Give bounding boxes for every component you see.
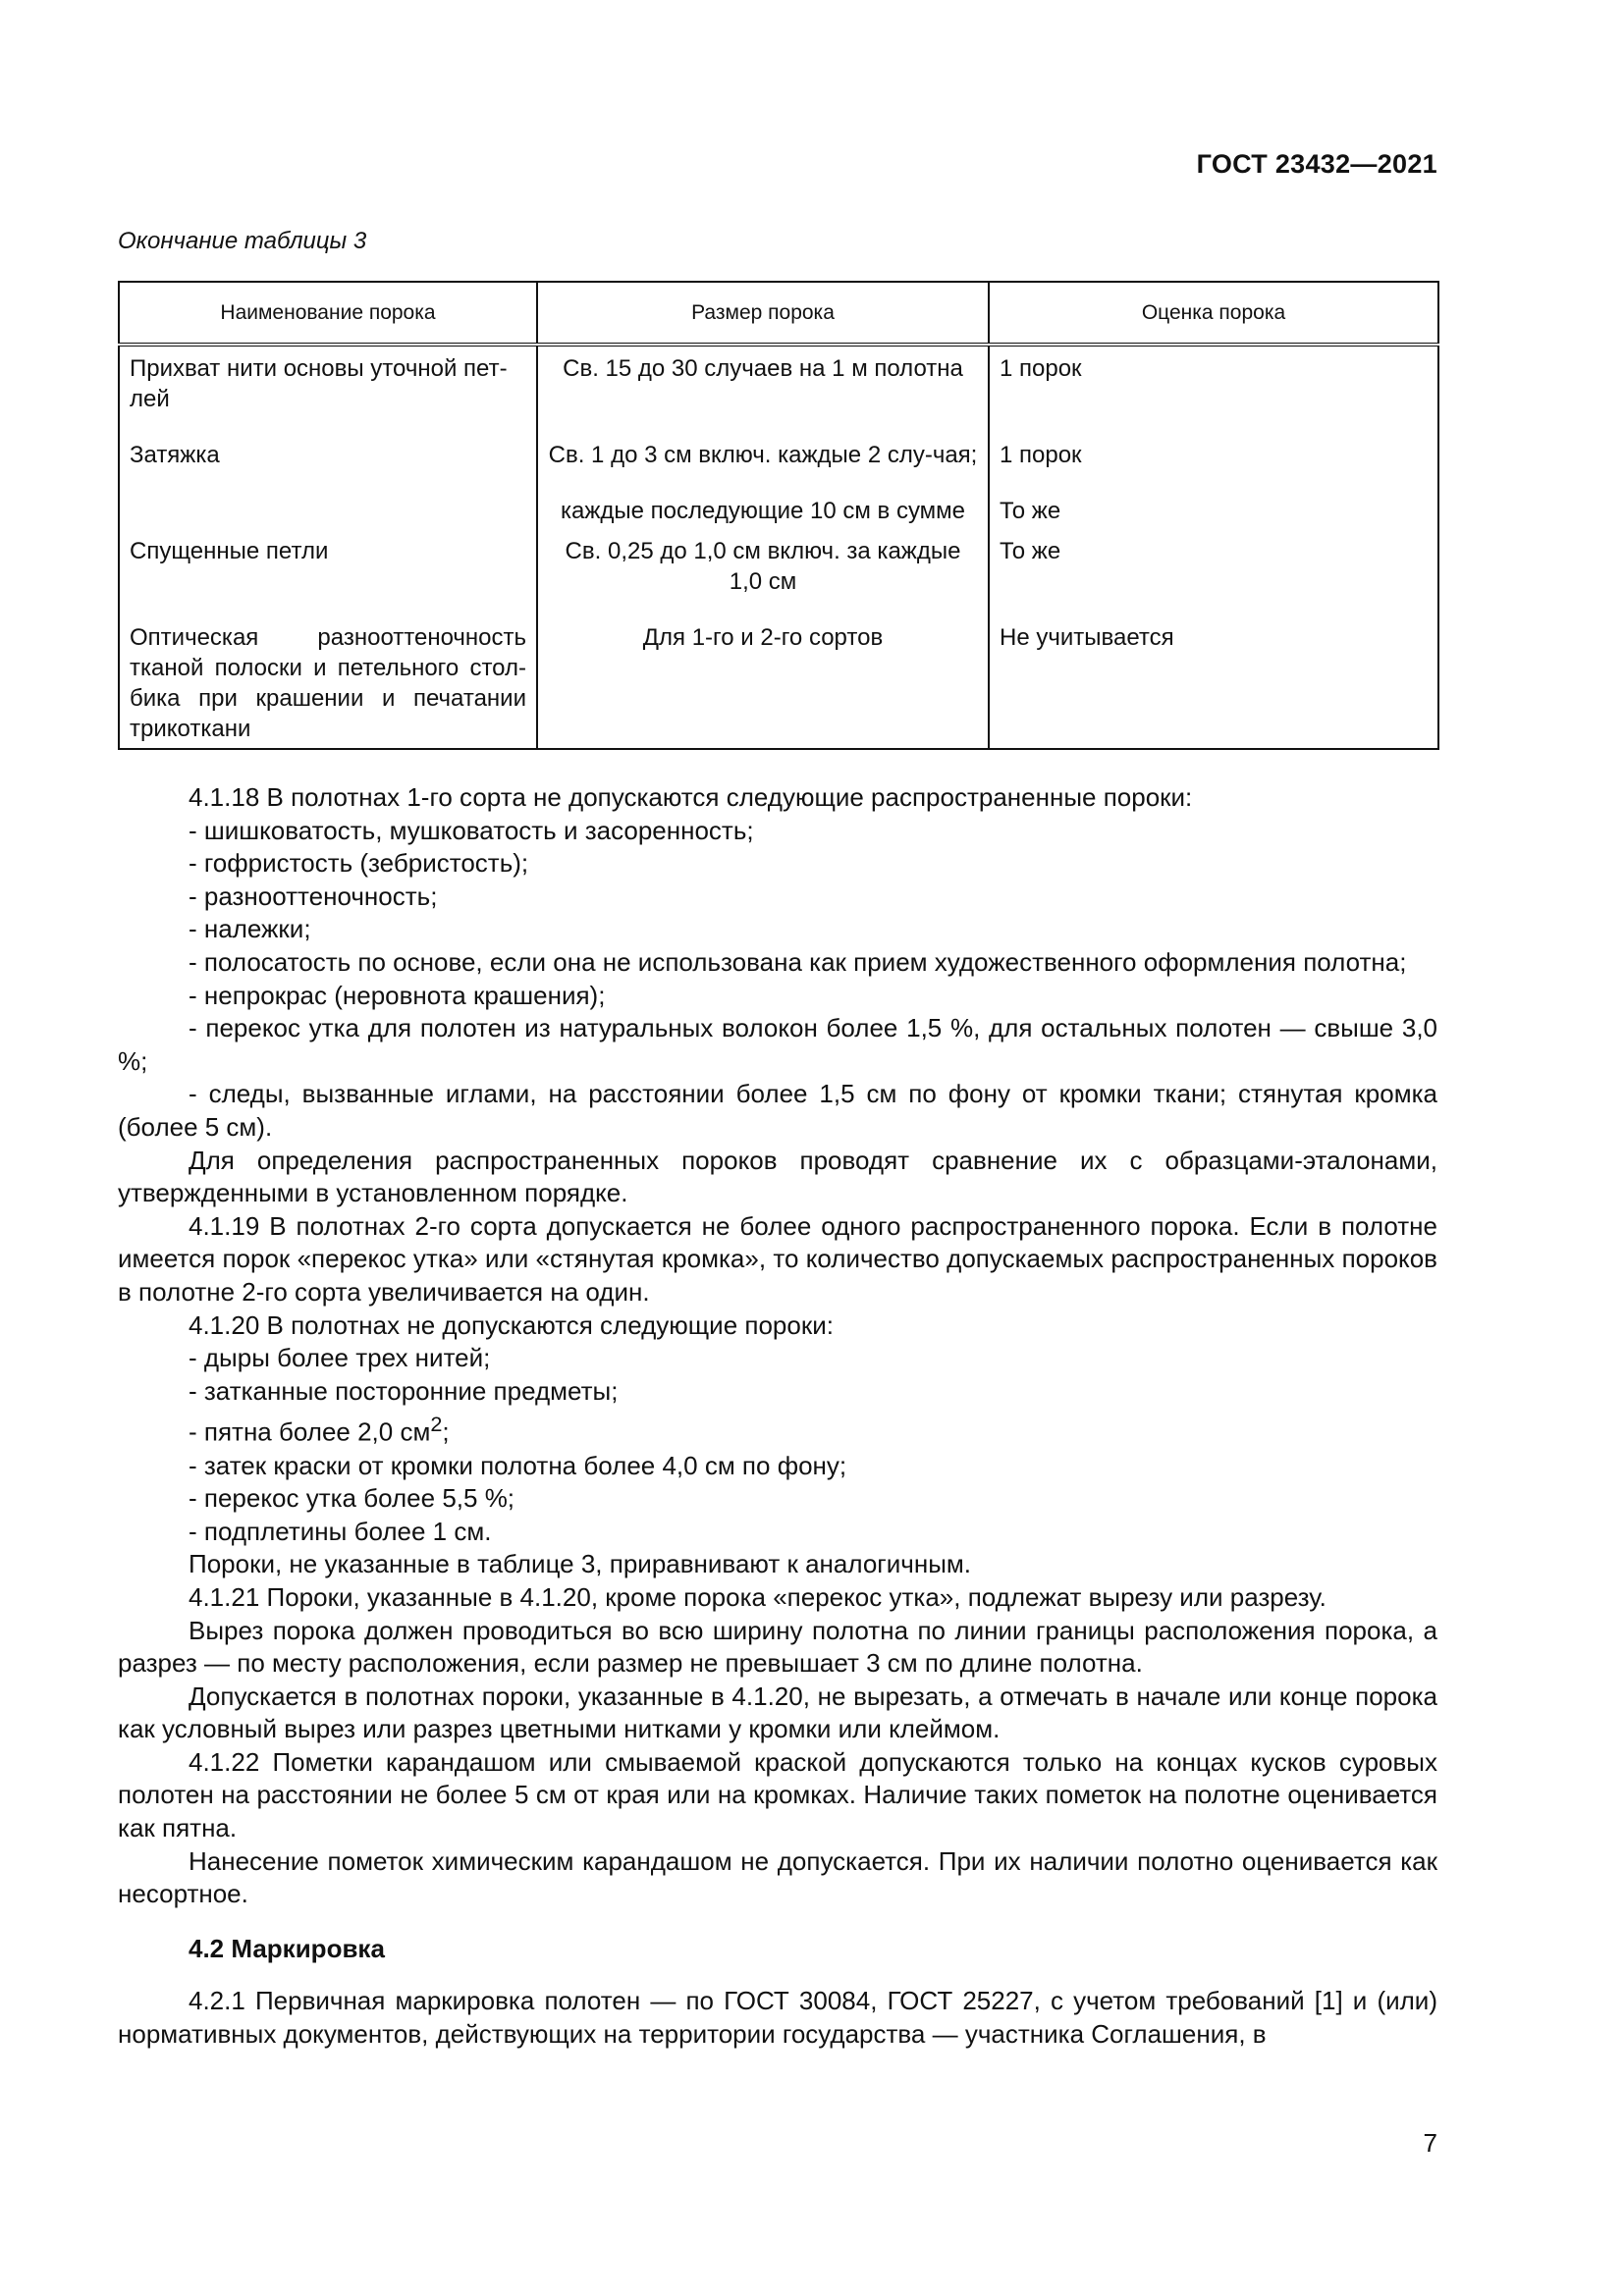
defect-grade: 1 порок — [989, 345, 1438, 433]
column-header: Размер порока — [537, 282, 989, 345]
list-item: - затканные посторонние предметы; — [189, 1375, 619, 1406]
table-row — [119, 529, 1438, 615]
page-number: 7 — [1423, 2128, 1437, 2158]
list-item-punct: ; — [442, 1416, 450, 1447]
table-header-row — [119, 282, 1438, 345]
list-item-text: - пятна более 2,0 см — [189, 1416, 431, 1447]
paragraph: Вырез порока должен проводиться во всю ширину полотна по линии границы расположения порока, а разрез — по месту расположения, если размер не превышает 3 см по длине полотна. — [118, 1615, 1437, 1679]
list-item: - разнооттеночность; — [189, 881, 438, 911]
body-text — [118, 781, 1437, 2052]
list-item — [118, 1408, 1437, 1449]
paragraph-note: Пороки, не указанные в таблице 3, приравнивают к аналогичным. — [189, 1549, 971, 1579]
paragraph-4-1-21: 4.1.21 Пороки, указанные в 4.1.20, кроме порока «перекос утка», подлежат вырезу или разрезу. — [189, 1581, 1326, 1612]
defect-grade: 1 порок — [989, 433, 1438, 489]
defect-name: Оптическая разнооттеночность тканой полоски и петельного стол-бика при крашении и печатании трикоткани — [119, 615, 537, 749]
section-heading: 4.2 Маркировка — [189, 1933, 385, 1963]
defect-size: Св. 0,25 до 1,0 см включ. за каждые 1,0 см — [537, 529, 989, 615]
list-item: - дыры более трех нитей; — [189, 1343, 491, 1373]
defect-name: Прихват нити основы уточной пет-лей — [119, 345, 537, 433]
paragraph-4-1-19: 4.1.19 В полотнах 2-го сорта допускается не более одного распространенного порока. Если в полотне имеется порок «перекос утка» или «стянутая кромка», то количество допускаемых распространенных пороков в полотне 2-го сорта увеличивается на один. — [118, 1210, 1437, 1307]
paragraph-4-2-1: 4.2.1 Первичная маркировка полотен — по ГОСТ 30084, ГОСТ 25227, с учетом требований [1] и (или) нормативных документов, действующих на территории государства — участника Соглашения, в — [118, 1986, 1437, 2050]
list-item: - следы, вызванные иглами, на расстоянии более 1,5 см по фону от кромки ткани; стянутая кромка (более 5 см). — [118, 1079, 1437, 1142]
paragraph-note: Для определения распространенных пороков проводят сравнение их с образцами-эталонами, утвержденными в установленном порядке. — [118, 1145, 1437, 1208]
list-item: - належки; — [189, 914, 311, 944]
list-item: - подплетины более 1 см. — [189, 1516, 492, 1546]
defect-size: Св. 15 до 30 случаев на 1 м полотна — [537, 345, 989, 433]
table-row — [119, 345, 1438, 433]
list-item: - затек краски от кромки полотна более 4,0 см по фону; — [189, 1450, 847, 1480]
defect-name: Спущенные петли — [119, 529, 537, 615]
defect-name: Затяжка — [119, 433, 537, 489]
defect-grade: То же — [989, 489, 1438, 529]
list-item: - шишковатость, мушковатость и засоренность; — [189, 815, 754, 845]
defect-size: Для 1-го и 2-го сортов — [537, 615, 989, 749]
paragraph-4-1-18: 4.1.18 В полотнах 1-го сорта не допускаются следующие распространенные пороки: — [189, 782, 1193, 812]
defect-grade: Не учитывается — [989, 615, 1438, 749]
list-item: - перекос утка более 5,5 %; — [189, 1483, 515, 1514]
paragraph: Нанесение пометок химическим карандашом не допускается. При их наличии полотно оценивается как несортное. — [118, 1845, 1437, 1909]
list-item: - гофристость (зебристость); — [189, 848, 529, 879]
table-row — [119, 489, 1438, 529]
paragraph-4-1-22: 4.1.22 Пометки карандашом или смываемой краской допускаются только на концах кусков суровых полотен на расстоянии не более 5 см от края или на кромках. Наличие таких пометок на полотне оценивается как пятна. — [118, 1746, 1437, 1843]
superscript: 2 — [430, 1412, 443, 1437]
list-item: - перекос утка для полотен из натуральных волокон более 1,5 %, для остальных полотен — свыше 3,0 %; — [118, 1013, 1437, 1076]
defect-name — [119, 489, 537, 529]
paragraph: Допускается в полотнах пороки, указанные в 4.1.20, не вырезать, а отмечать в начале или конце порока как условный вырез или разрез цветными нитками у кромки или клеймом. — [118, 1681, 1437, 1744]
table-row — [119, 615, 1438, 749]
column-header: Оценка порока — [989, 282, 1438, 345]
list-item: - непрокрас (неровнота крашения); — [189, 980, 606, 1010]
defect-size: каждые последующие 10 см в сумме — [537, 489, 989, 529]
column-header: Наименование порока — [119, 282, 537, 345]
defect-grade: То же — [989, 529, 1438, 615]
defect-size: Св. 1 до 3 см включ. каждые 2 слу-чая; — [537, 433, 989, 489]
page-header: ГОСТ 23432—2021 — [1196, 149, 1437, 179]
table-row — [119, 433, 1438, 489]
defects-table — [118, 281, 1439, 750]
list-item: - полосатость по основе, если она не использована как прием художественного оформления полотна; — [189, 946, 1407, 977]
table-caption: Окончание таблицы 3 — [118, 228, 367, 254]
paragraph-4-1-20: 4.1.20 В полотнах не допускаются следующие пороки: — [189, 1309, 834, 1340]
